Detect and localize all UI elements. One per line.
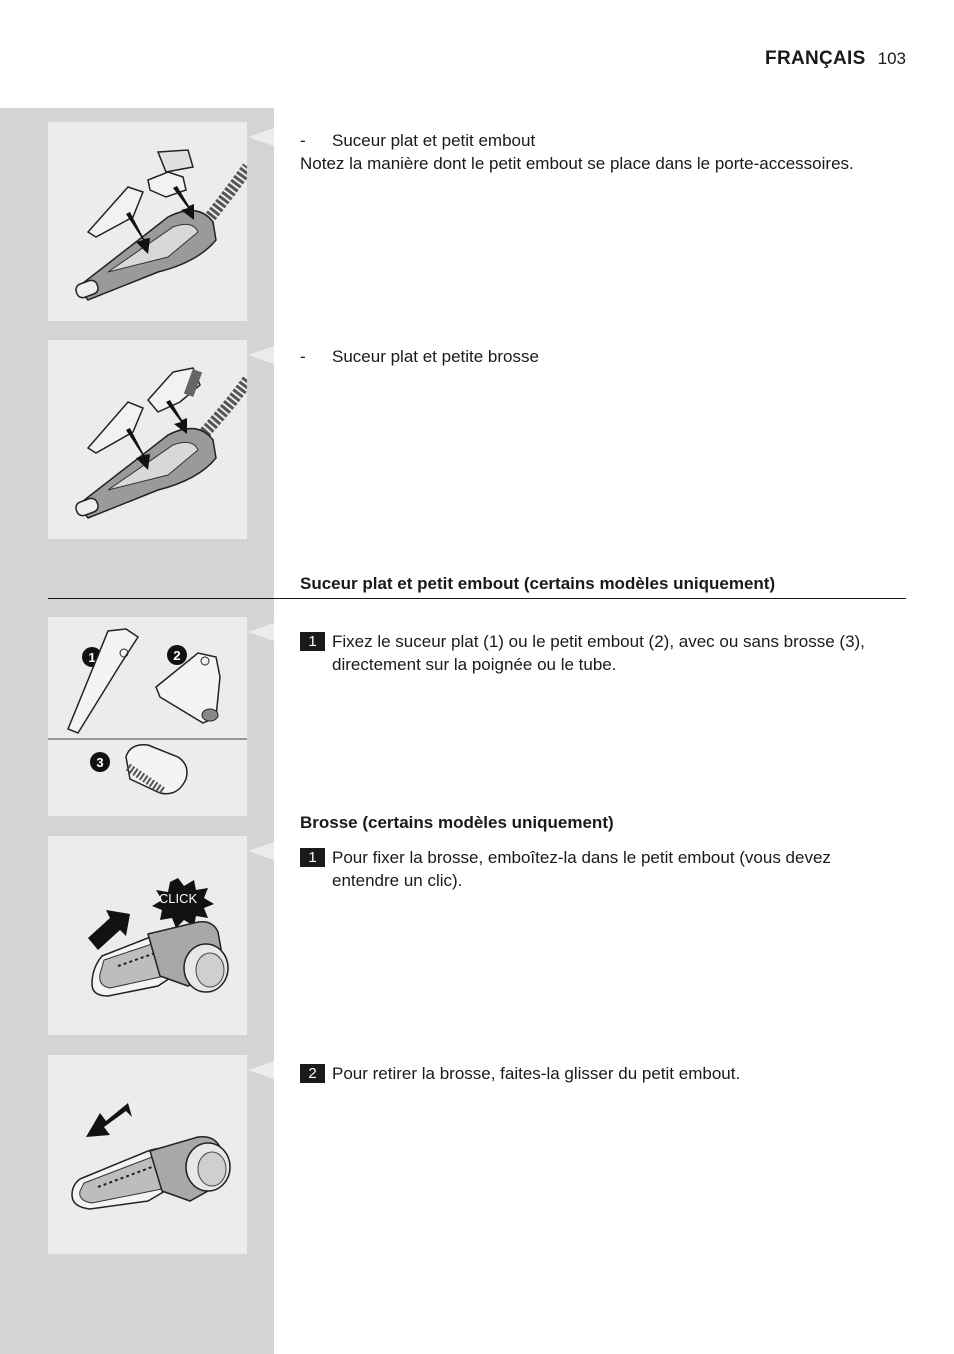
item-label: Suceur plat et petite brosse: [332, 347, 539, 366]
step-number: 1: [300, 848, 325, 867]
panel-pointer: [248, 346, 274, 364]
illustration-accessories: [48, 617, 247, 816]
panel-pointer: [248, 623, 274, 641]
list-item: - Suceur plat et petit embout: [300, 131, 536, 150]
item-label: Suceur plat et petit embout: [332, 131, 536, 150]
holder-brush-drawing: [48, 340, 247, 539]
push-arrow-icon: [88, 910, 130, 950]
item-note: Notez la manière dont le petit embout se place dans le porte-accessoires.: [300, 154, 854, 173]
illustration-accessory-holder-brush: [48, 340, 247, 539]
page-number: 103: [877, 49, 906, 68]
remove-brush-drawing: [48, 1055, 247, 1254]
page-header: [765, 48, 906, 70]
step-text: Pour fixer la brosse, emboîtez-la dans le petit embout (vous devez entendre un clic).: [332, 848, 831, 890]
illustration-remove-brush: [48, 1055, 247, 1254]
section-divider: [48, 598, 906, 599]
click-label: CLICK: [158, 891, 198, 906]
step-number: 2: [300, 1064, 325, 1083]
step-number: 1: [300, 632, 325, 651]
figure-label: 2: [173, 648, 181, 663]
instruction-step: [300, 1062, 900, 1085]
instruction-step: [300, 846, 900, 892]
holder-nozzle-drawing: [48, 122, 247, 321]
pull-arrow-icon: [86, 1103, 132, 1137]
accessories-drawing: [48, 617, 247, 816]
step-text: Fixez le suceur plat (1) ou le petit embout (2), avec ou sans brosse (3), directement sur la poignée ou le tube.: [332, 632, 865, 674]
language-label: FRANÇAIS: [765, 48, 866, 69]
panel-pointer: [248, 842, 274, 860]
list-item: - Suceur plat et petite brosse: [300, 347, 539, 366]
instruction-step: [300, 630, 900, 676]
illustration-accessory-holder-nozzle: [48, 122, 247, 321]
illustration-attach-brush: [48, 836, 247, 1035]
figure-label: 3: [96, 755, 104, 770]
section-heading: Suceur plat et petit embout (certains modèles uniquement): [300, 574, 776, 593]
panel-pointer: [248, 128, 274, 146]
attach-brush-drawing: [48, 836, 247, 1035]
figure-label: 1: [88, 650, 96, 665]
section-heading: Brosse (certains modèles uniquement): [300, 813, 614, 832]
panel-pointer: [248, 1061, 274, 1079]
step-text: Pour retirer la brosse, faites-la glisser du petit embout.: [332, 1064, 741, 1083]
